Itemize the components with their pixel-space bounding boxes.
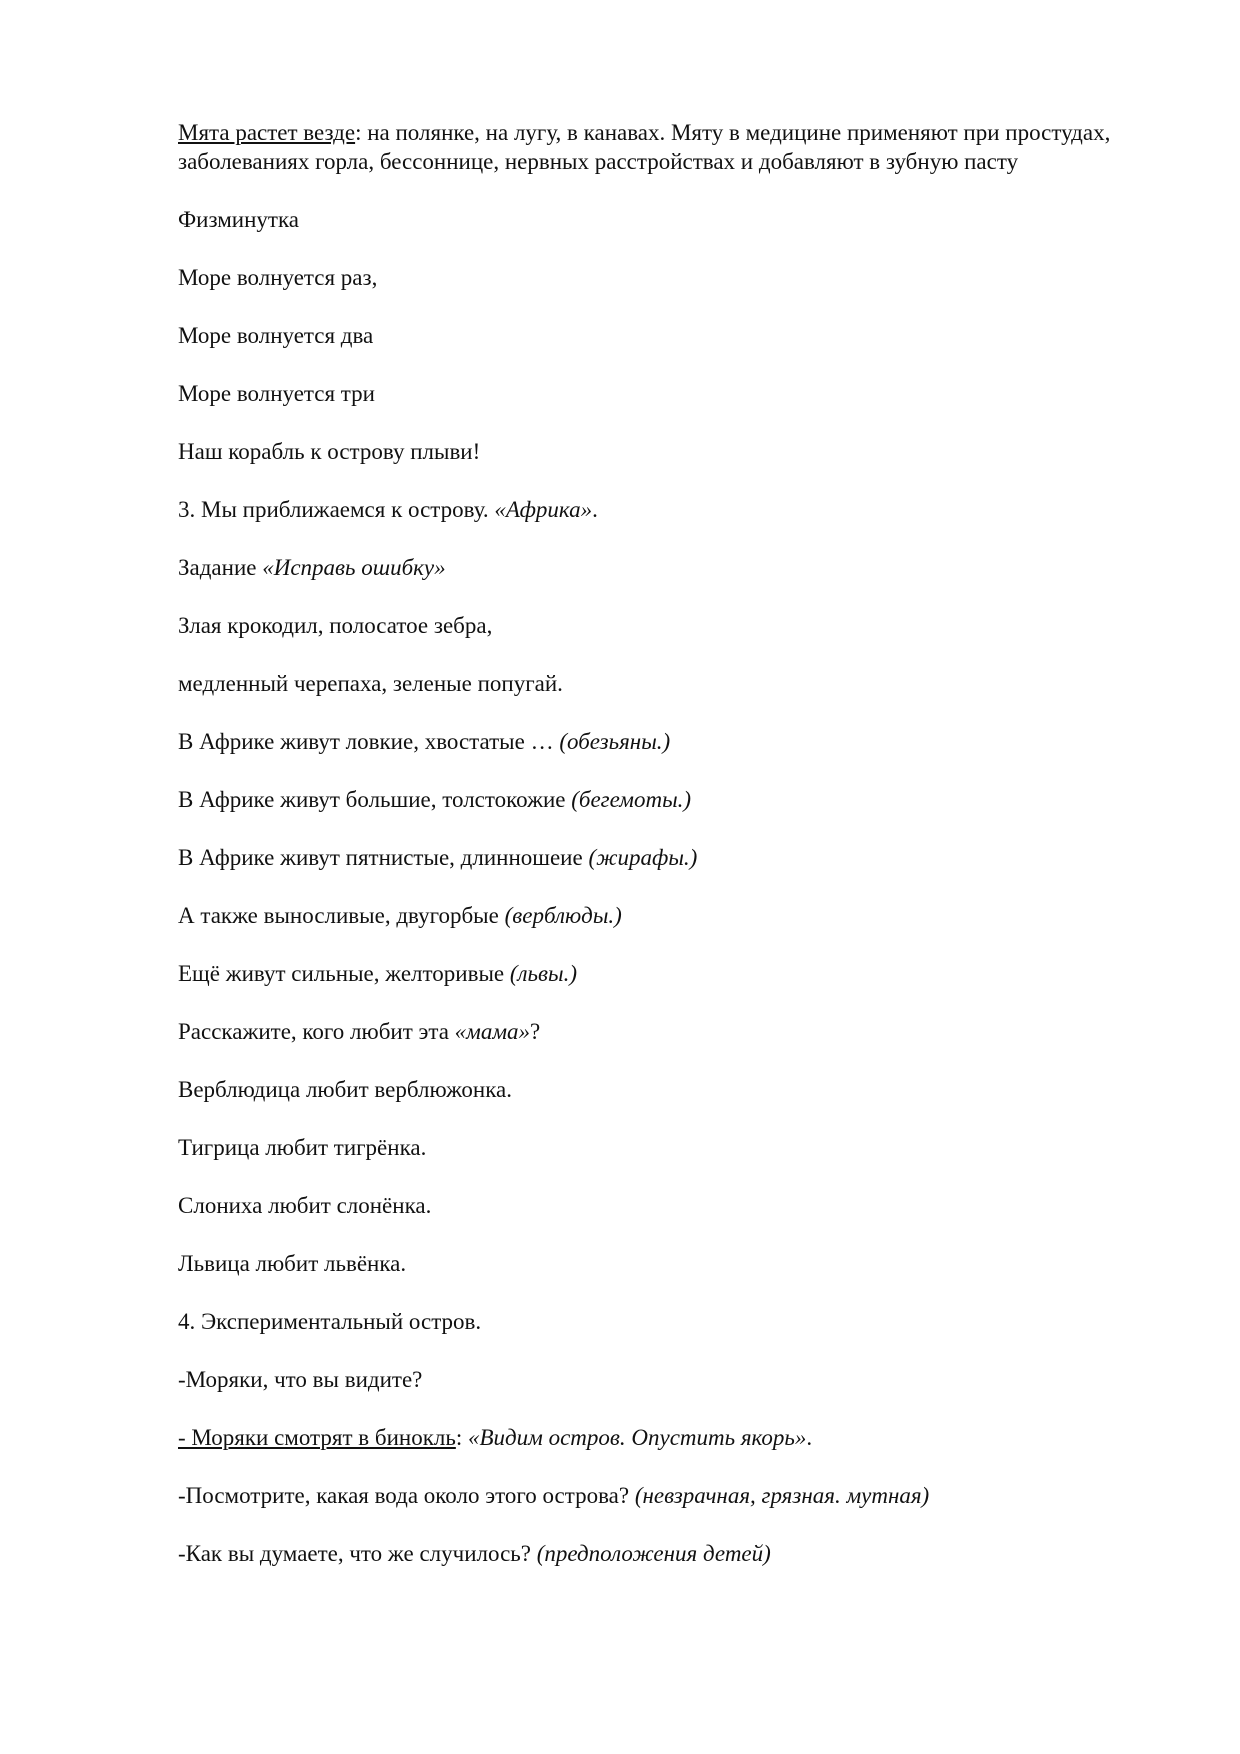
riddle-giraffes [178, 843, 1178, 872]
paragraph-text: А также выносливые, двугорбые [178, 903, 505, 928]
italic-answer: (обезьяны.) [559, 729, 671, 754]
poem-line-1: Море волнуется раз, [178, 265, 378, 290]
answer-elephant: Слониха любит слонёнка. [178, 1193, 432, 1218]
underlined-phrase: Мята растет везде [178, 120, 356, 145]
riddle-camels [178, 901, 1178, 930]
answer-tiger: Тигрица любит тигрёнка. [178, 1135, 427, 1160]
task-heading [178, 553, 1178, 582]
italic-phrase: «Африка» [494, 497, 593, 522]
task-line-2: медленный черепаха, зеленые попугай. [178, 671, 563, 696]
paragraph-tail: ? [530, 1019, 541, 1044]
riddle-hippos [178, 785, 1178, 814]
paragraph-text: -Посмотрите, какая вода около этого острова? [178, 1483, 635, 1508]
paragraph-fizminutka: Физминутка [178, 207, 299, 232]
paragraph-text: В Африке живут пятнистые, длинношеие [178, 845, 589, 870]
italic-answer: (невзрачная, грязная. мутная) [634, 1483, 930, 1508]
italic-answer: (львы.) [509, 961, 577, 986]
paragraph-mint [178, 118, 1178, 176]
paragraph-tail: . [592, 497, 598, 522]
riddle-monkeys [178, 727, 1178, 756]
paragraph-text: В Африке живут ловкие, хвостатые … [178, 729, 560, 754]
italic-phrase: «Видим остров. Опустить якорь» [467, 1425, 807, 1450]
poem-line-4: Наш корабль к острову плыви! [178, 439, 481, 464]
section-3-heading [178, 495, 1178, 524]
poem-line-2: Море волнуется два [178, 323, 374, 348]
document-body [178, 118, 1178, 1597]
answer-camel: Верблюдица любит верблюжонка. [178, 1077, 512, 1102]
italic-answer: (жирафы.) [588, 845, 698, 870]
paragraph-text: Расскажите, кого любит эта [178, 1019, 455, 1044]
italic-phrase: «Исправь ошибку» [262, 555, 446, 580]
paragraph-tail: . [806, 1425, 813, 1450]
riddle-lions [178, 959, 1178, 988]
italic-answer: (бегемоты.) [571, 787, 692, 812]
question-mama [178, 1017, 1178, 1046]
italic-answer: (предположения детей) [536, 1541, 771, 1566]
question-sailors: -Моряки, что вы видите? [178, 1367, 423, 1392]
paragraph-text: Ещё живут сильные, желторивые [178, 961, 510, 986]
italic-answer: (верблюды.) [504, 903, 622, 928]
paragraph-text: Задание [178, 555, 263, 580]
task-line-1: Злая крокодил, полосатое зебра, [178, 613, 493, 638]
paragraph-text: 3. Мы приближаемся к острову. [178, 497, 495, 522]
poem-line-3: Море волнуется три [178, 381, 375, 406]
question-water [178, 1481, 1178, 1510]
paragraph-colon: : [455, 1425, 468, 1450]
underlined-phrase: - Моряки смотрят в бинокль [178, 1425, 456, 1450]
paragraph-text: В Африке живут большие, толстокожие [178, 787, 572, 812]
paragraph-text: -Как вы думаете, что же случилось? [178, 1541, 537, 1566]
section-4-heading: 4. Экспериментальный остров. [178, 1309, 482, 1334]
sailors-binoculars [178, 1423, 1178, 1452]
question-what-happened [178, 1539, 1178, 1568]
answer-lion: Львица любит львёнка. [178, 1251, 407, 1276]
italic-phrase: «мама» [454, 1019, 531, 1044]
paragraph-text: : на полянке, на лугу, в канавах. Мяту в медицине применяют при простудах, заболеваниях горла, бессоннице, нервных расстройствах и добавляют в зубную пасту [178, 120, 1111, 174]
